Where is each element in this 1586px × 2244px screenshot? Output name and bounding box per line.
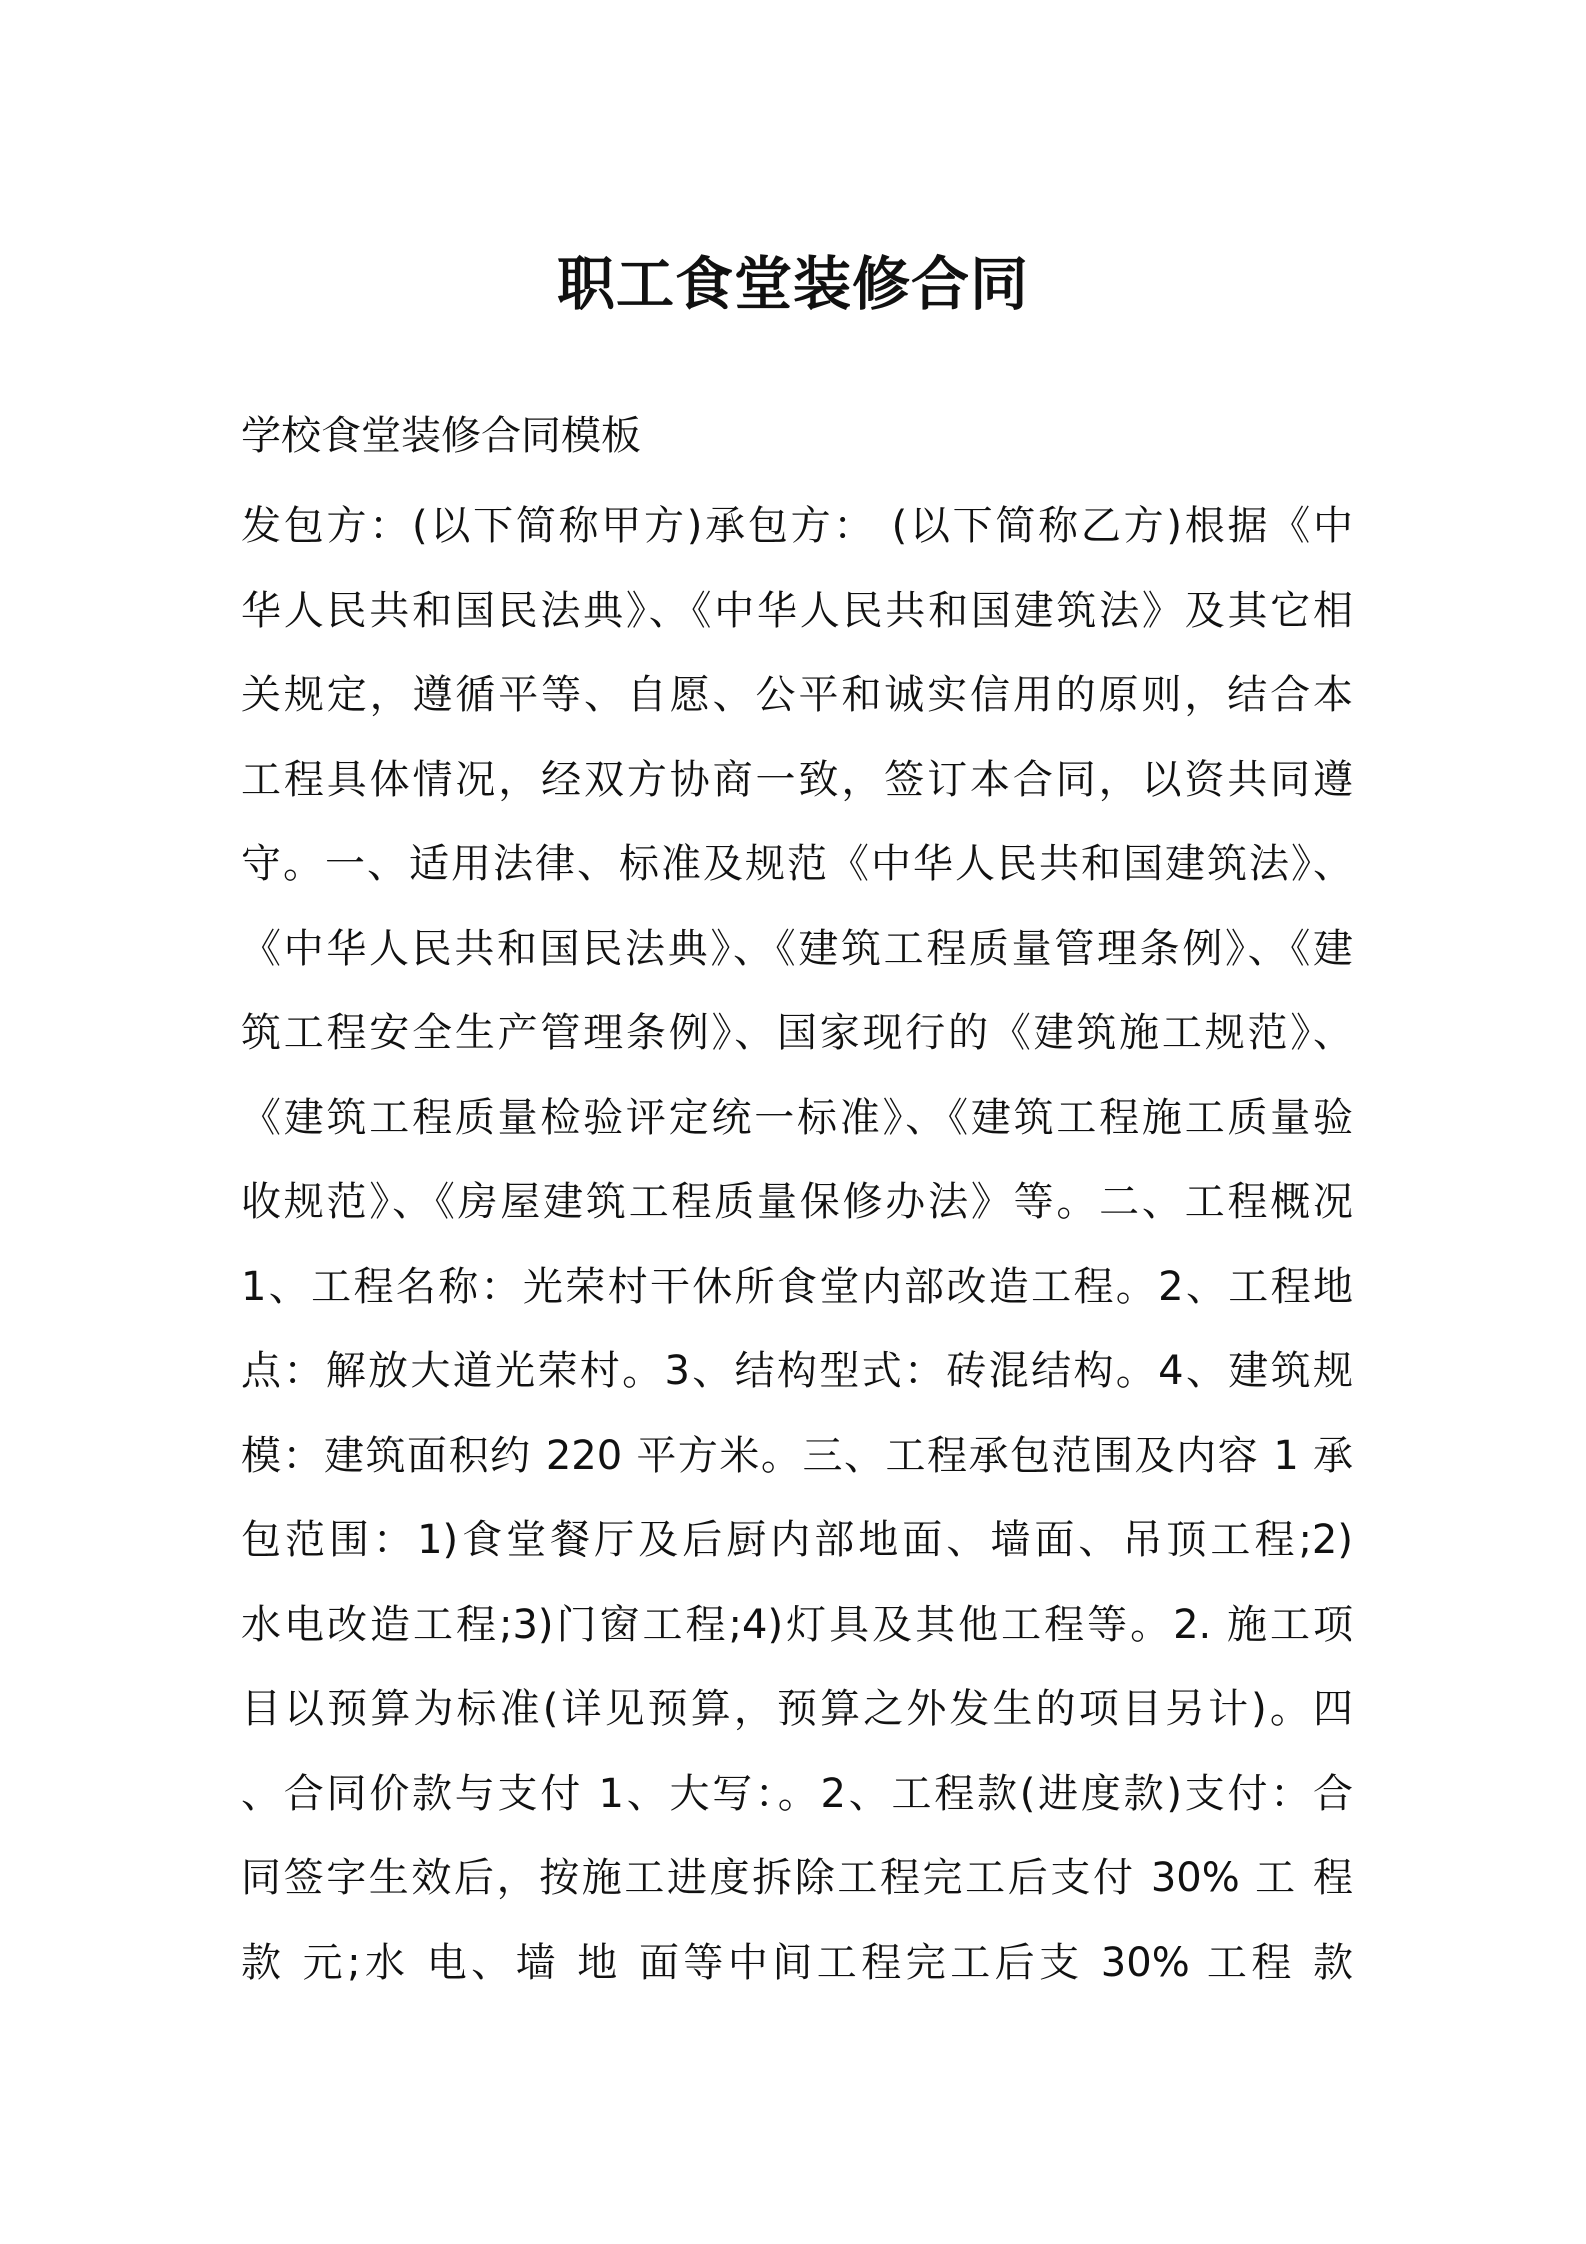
body-line: 同签字生效后，按施工进度拆除工程完工后支付 30% 工 程 [241, 1855, 1353, 1901]
body-line: 包范围：1)食堂餐厅及后厨内部地面、墙面、吊顶工程;2) [241, 1517, 1353, 1563]
body-line: 水电改造工程;3)门窗工程;4)灯具及其他工程等。2. 施工项 [241, 1601, 1353, 1648]
body-line: 、合同价款与支付 1、大写：。2、工程款(进度款)支付：合 [241, 1770, 1353, 1817]
document-title: 职工食堂装修合同 [556, 250, 1029, 318]
body-line: 1、工程名称：光荣村干休所食堂内部改造工程。2、工程地 [241, 1263, 1353, 1310]
body-line: 关规定，遵循平等、自愿、公平和诚实信用的原则，结合本 [241, 672, 1353, 718]
body-line: 工程具体情况，经双方协商一致，签订本合同，以资共同遵 [241, 756, 1353, 803]
body-line: 点：解放大道光荣村。3、结构型式：砖混结构。4、建筑规 [241, 1348, 1353, 1394]
body-line: 目以预算为标准(详见预算，预算之外发生的项目另计)。四 [241, 1686, 1353, 1732]
body-line: 模：建筑面积约 220 平方米。三、工程承包范围及内容 1 承 [241, 1432, 1353, 1479]
document-body [241, 498, 1353, 2019]
body-line: 发包方：(以下简称甲方)承包方： (以下简称乙方)根据《中 [241, 503, 1353, 549]
body-line: 守。一、适用法律、标准及规范《中华人民共和国建筑法》、 [241, 841, 1353, 887]
body-line: 款 元;水 电、墙 地 面等中间工程完工后支 30% 工程 款 [241, 1939, 1353, 1986]
body-line: 华人民共和国民法典》、《中华人民共和国建筑法》及其它相 [241, 587, 1353, 634]
body-line: 筑工程安全生产管理条例》、国家现行的《建筑施工规范》、 [241, 1010, 1353, 1056]
body-line: 收规范》、《房屋建筑工程质量保修办法》等。二、工程概况 [241, 1179, 1353, 1225]
body-line: 《中华人民共和国民法典》、《建筑工程质量管理条例》、《建 [241, 925, 1353, 972]
body-line: 《建筑工程质量检验评定统一标准》、《建筑工程施工质量验 [241, 1094, 1353, 1141]
document-subtitle: 学校食堂装修合同模板 [241, 413, 641, 459]
